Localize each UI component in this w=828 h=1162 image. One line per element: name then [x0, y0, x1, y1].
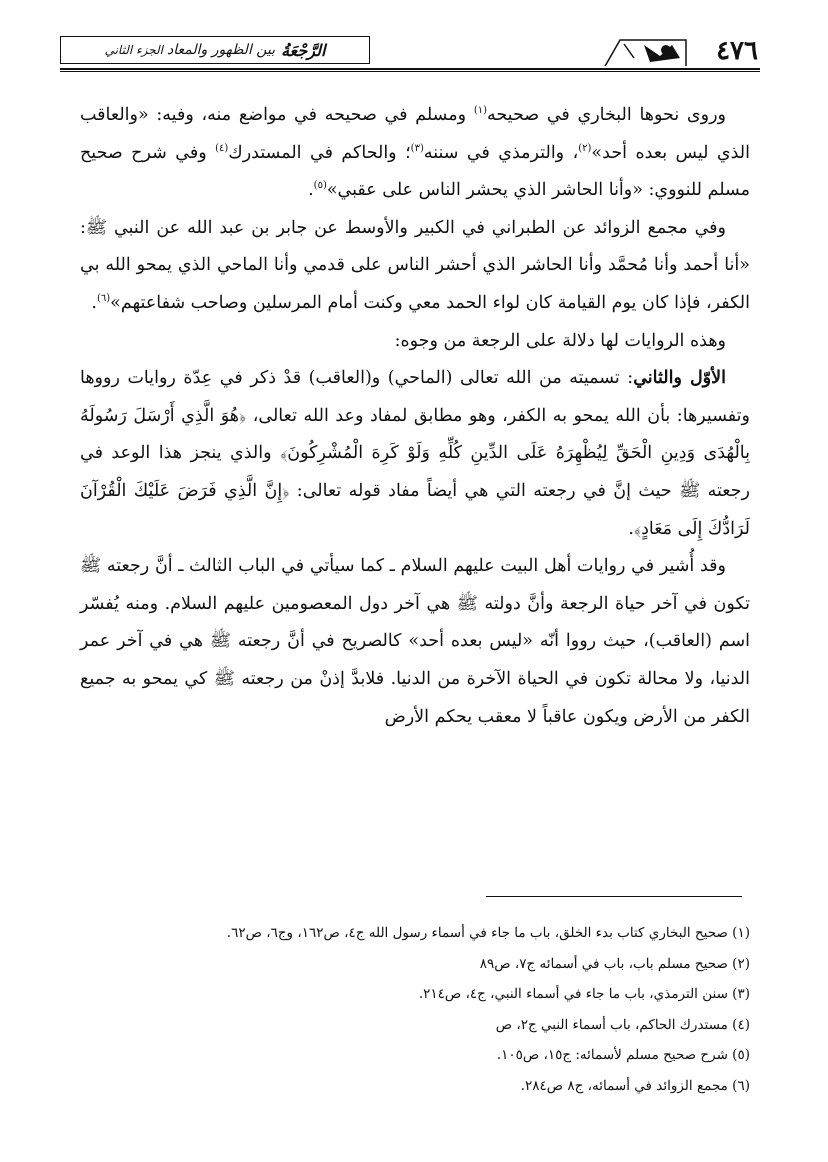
- text-run: ؛ والحاكم في المستدرك: [228, 142, 411, 163]
- paragraph: [80, 97, 750, 210]
- footnote-separator: [486, 896, 742, 897]
- paragraph: [80, 210, 750, 323]
- text-run: رجعته ﷺ تكون في آخر حياة الرجعة وأنَّ دولته ﷺ هي آخر دول المعصومين عليهم السلام.: [80, 556, 750, 614]
- page-number: ٤٧٦: [716, 36, 758, 66]
- paragraph: [80, 360, 750, 548]
- footnote-ref: (٤): [215, 142, 229, 154]
- footnote-item: (٣) سنن الترمذي، باب ما جاء في أسماء النبي، ج٤، ص٢١٤.: [418, 986, 750, 1003]
- text-run: وفي شرح صحيح مسلم للنووي: «وأنا الحاشر الذي يحشر الناس على عقبي»: [80, 142, 750, 201]
- text-run: والذي ينجز هذا الوعد في رجعته ﷺ حيث إنَّ في رجعته التي هي أيضاً مفاد قوله: [80, 443, 750, 501]
- text-run: ، والترمذي في سننه: [423, 142, 579, 163]
- ornament-icon: [600, 36, 690, 66]
- text-run: وروى نحوها البخاري في صحيحه: [487, 105, 726, 125]
- footnote-item: (٤) مستدرك الحاكم، باب أسماء النبي ج٢، ص: [495, 1016, 750, 1033]
- text-run: الَّذِي أَرْسَلَ رَسُولَهُ بِالْهُدَى وَدِينِ الْحَقِّ لِيُظْهِرَهُ عَلَى الدِّينِ كُلِّهِ وَلَوْ كَرِهَ الْمُشْرِكُونَ﴾: [80, 405, 750, 464]
- text-run: : تسميته من الله تعالى (الماحي) و(العاقب) قدْ ذكر في عِدّة: [183, 368, 634, 389]
- text-run: .: [91, 292, 97, 313]
- footnote-ref: (١): [473, 105, 487, 117]
- text-run: وهذه الروايات لها دلالة على الرجعة من وجوه:: [394, 330, 726, 351]
- footnote-item: (٦) مجمع الزوائد في أسمائه، ج٨ ص٢٨٤.: [520, 1077, 750, 1094]
- text-run: «والعاقب الذي ليس بعده أحد»: [80, 105, 750, 163]
- running-header: [60, 32, 760, 72]
- body-text: [80, 97, 750, 736]
- text-run: هي في آخر عمر الدنيا، ولا محالة تكون في الحياة الآخرة من الدنيا. فلابدَّ إذنْ من: [80, 631, 750, 689]
- volume-label: الجزء الثاني: [104, 43, 164, 57]
- text-run: روايات رووها وتفسيرها: بأن الله يمحو به الكفر، وهو مطابق لمفاد وعد الله تعالى، ﴿هُوَ: [80, 368, 750, 426]
- text-run: .: [308, 180, 314, 201]
- header-rule: [60, 68, 760, 70]
- text-run: ومسلم في صحيحه في مواضع منه، وفيه:: [156, 105, 474, 125]
- text-run: المرسلين وصاحب شفاعتهم»: [110, 292, 322, 313]
- text-run: الذي يمحو الله بي الكفر، فإذا كان يوم القيامة كان لواء الحمد معي وكنت أمام: [80, 255, 750, 313]
- footnote-ref: (٦): [96, 293, 111, 305]
- text-run: النبي ﷺ: «أنا أحمد وأنا مُحمَّد وأنا الحاشر الذي أحشر الناس على قدمي وأنا الماحي: [80, 217, 750, 276]
- book-title: الرَّجْعَةُ: [281, 40, 326, 60]
- text-run: وقد أُشير في روايات أهل البيت عليهم السلام ـ كما سيأتي في الباب الثالث ـ أنَّ: [154, 556, 726, 577]
- text-run: ومنه يُفسّر اسم (العاقب)، حيث رووا أنّه «ليس بعده أحد» كالصريح في أنَّ رجعته ﷺ: [80, 593, 750, 652]
- footnote-ref: (٢): [578, 142, 592, 154]
- footnote-item: (١) صحيح البخاري كتاب بدء الخلق، باب ما جاء في أسماء رسول الله ج٤، ص١٦٢، وج٦، ص٦٢.: [226, 925, 750, 941]
- paragraph: [80, 323, 750, 361]
- footnote-ref: (٣): [410, 142, 424, 154]
- book-subtitle: بين الظهور والمعاد: [167, 42, 276, 58]
- paragraph: [80, 548, 750, 736]
- footnote-item: (٥) شرح صحيح مسلم لأسمائه: ج١٥، ص١٠٥.: [496, 1047, 750, 1064]
- footnotes: [110, 918, 750, 1102]
- header-rule-thin: [60, 71, 760, 72]
- footnote-item: (٢) صحيح مسلم باب، باب في أسمائه ج٧، ص٨٩: [479, 955, 750, 972]
- text-run: تعالى: ﴿إِنَّ الَّذِي فَرَضَ عَلَيْكَ الْقُرْآنَ لَرَادُّكَ إِلَى مَعَادٍ﴾.: [80, 480, 750, 539]
- text-run: وفي مجمع الزوائد عن الطبراني في الكبير والأوسط عن جابر بن عبد الله عن: [156, 217, 726, 238]
- bold-heading: الأوّل والثاني: [633, 368, 726, 389]
- book-title-box: [60, 36, 370, 64]
- footnote-ref: (٥): [313, 180, 327, 192]
- text-run: رجعته ﷺ كي يمحو به جميع الكفر من الأرض ويكون عاقباً لا معقب يحكم الأرض: [80, 668, 750, 727]
